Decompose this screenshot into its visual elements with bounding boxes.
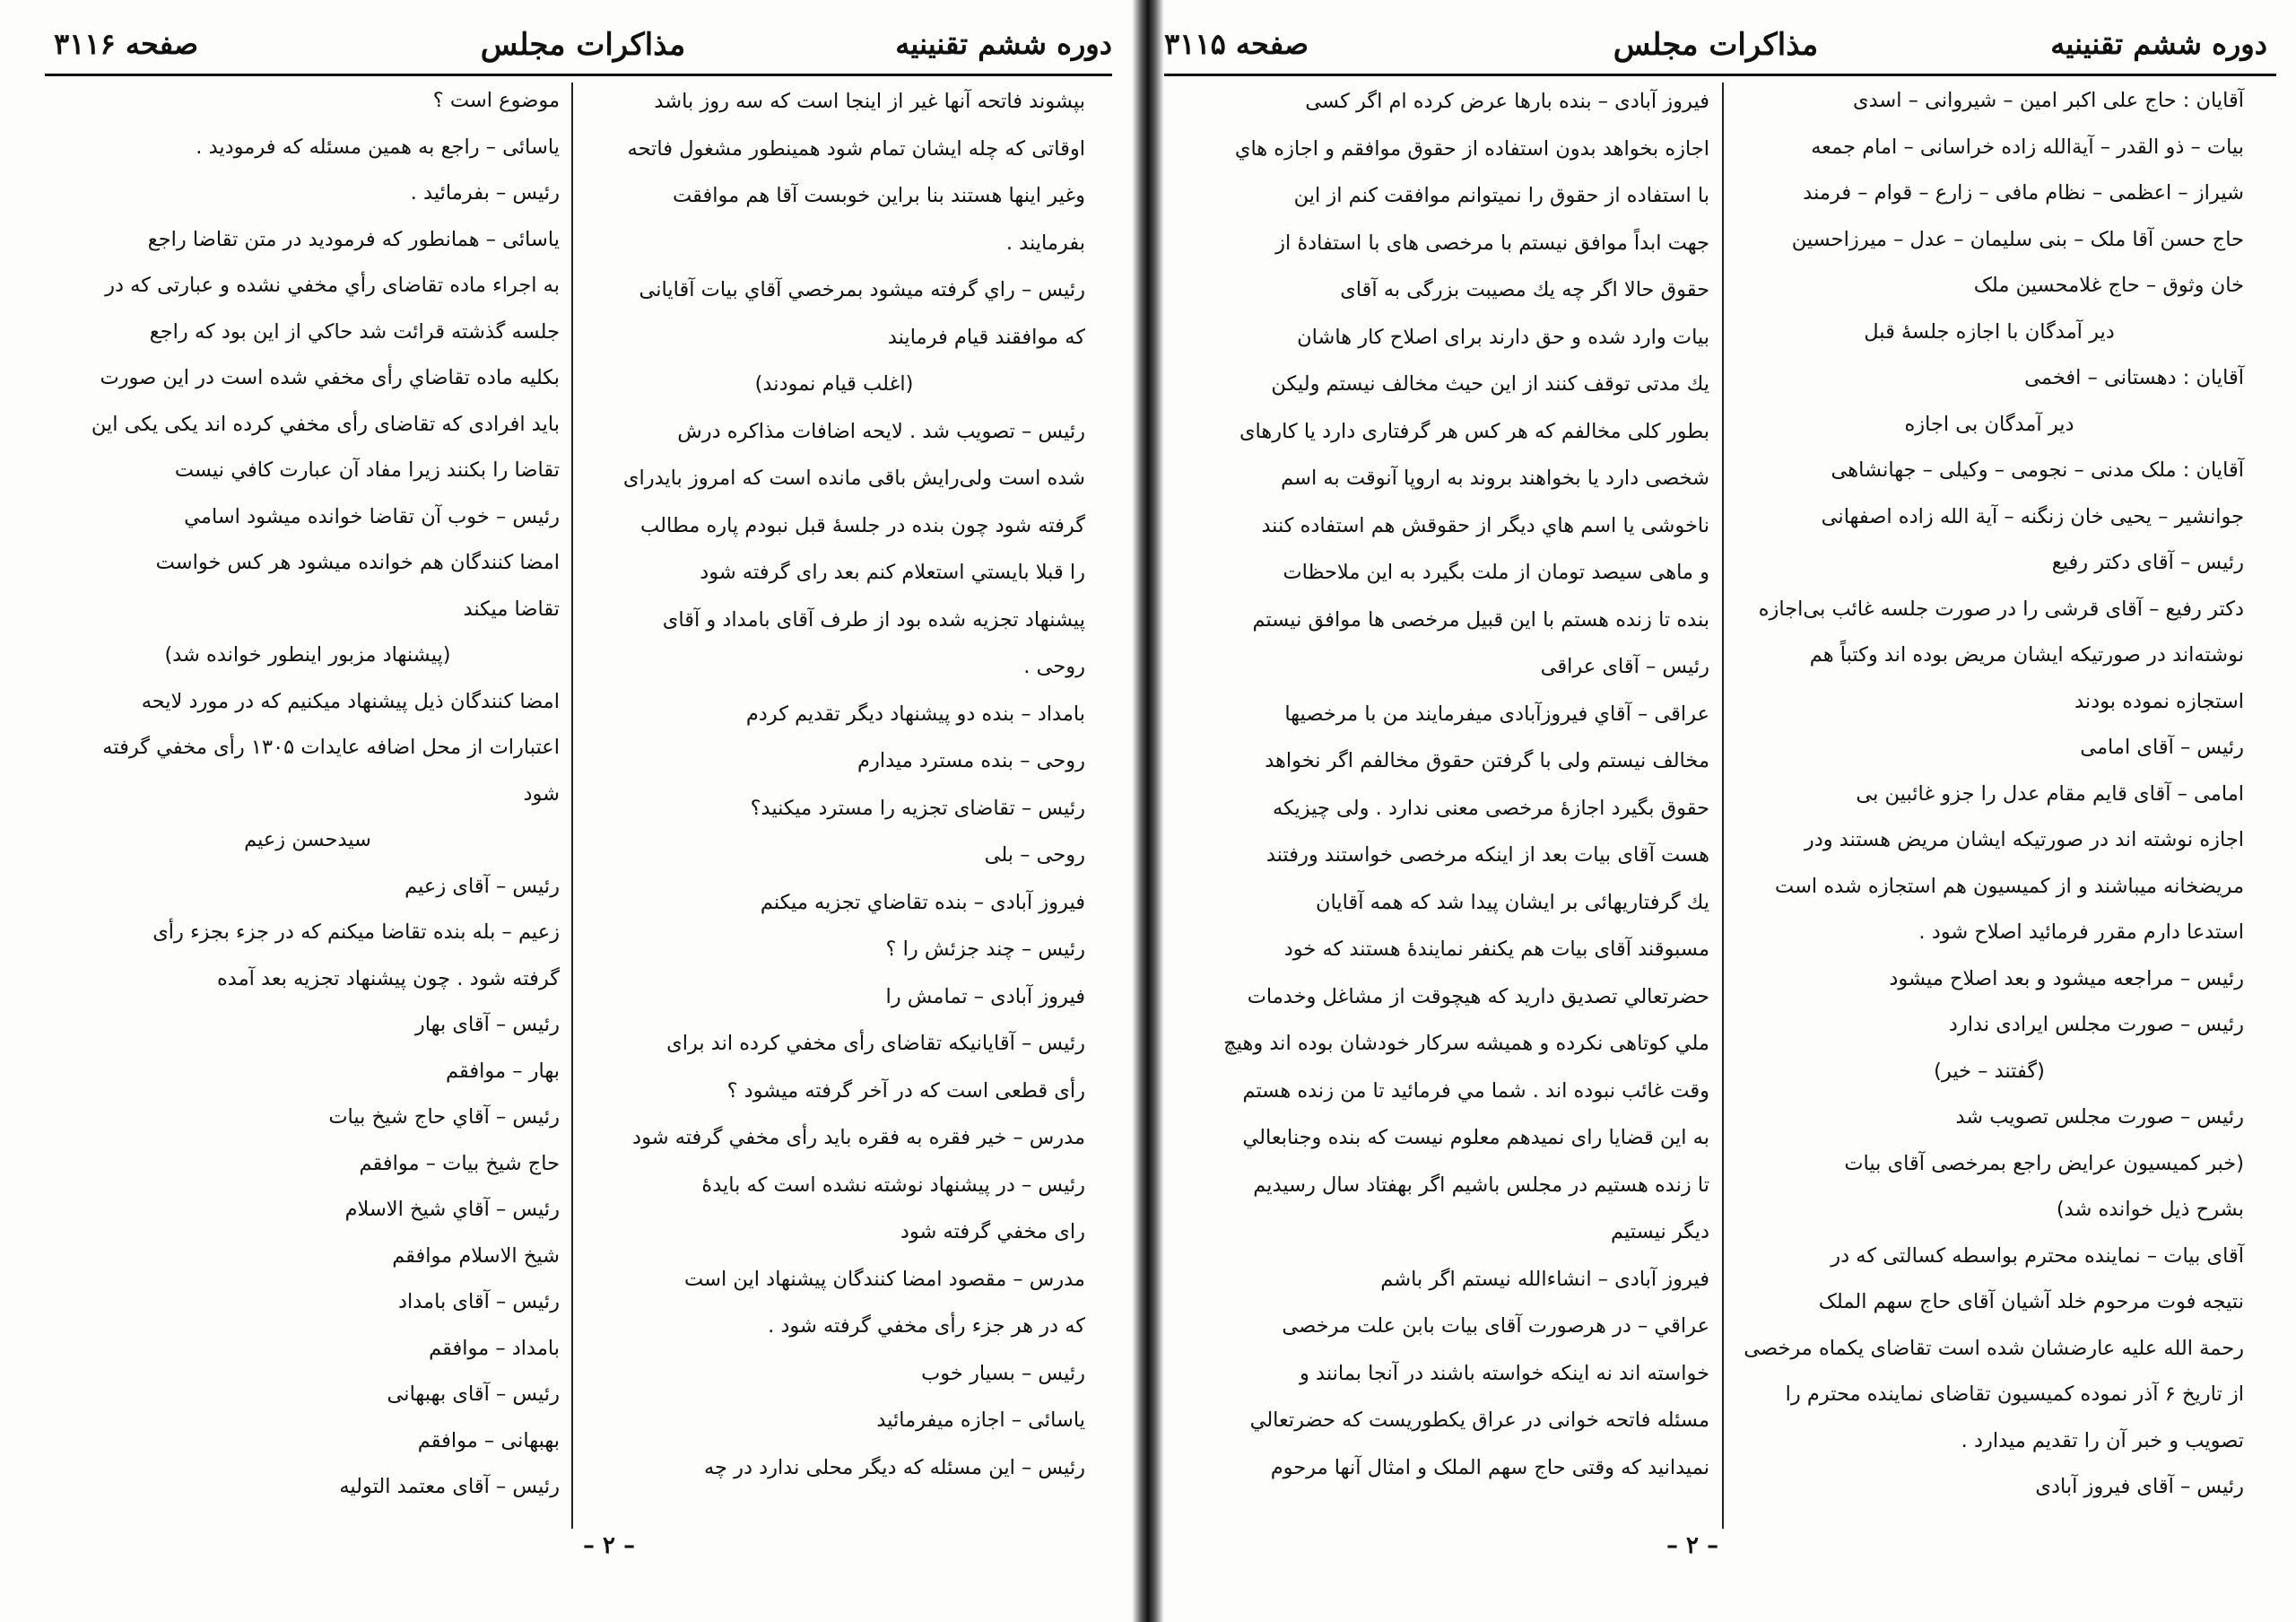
text-line: بفرمایند . [1005, 231, 1085, 255]
text-line: بپشوند فاتحه آنها غیر از اینجا است که سه روز باشد [654, 90, 1085, 113]
text-line: شخصی دارد یا بخواهند بروند به اروپا آنوقت به اسم [1281, 467, 1709, 490]
text-line: به این قضایا رای نمیدهم معلوم نیست که بنده وجنابعالي [1242, 1126, 1709, 1149]
book-gutter [1132, 0, 1164, 1622]
text-line: فیروز آبادی – تمامش را [885, 984, 1085, 1008]
text-line: دیر آمدگان با اجازه جلسهٔ قبل [1864, 319, 2115, 344]
text-line: رای مخفي گرفته شود [900, 1220, 1085, 1243]
left-header-page-number: صفحه ۳۱۱۶ [54, 27, 199, 61]
left-page [0, 0, 1132, 1622]
text-line: رئیس – آقای دکتر رفیع [2051, 551, 2244, 574]
text-line: فیروز آبادی – بنده بارها عرض کرده ام اگر کسی [1305, 90, 1709, 113]
text-line: بنده تا زنده هستم با این قبیل مرخصی ها موافق نیستم [1252, 607, 1709, 632]
text-line: (گفتند – خیر) [1934, 1059, 2045, 1083]
text-line: دیگر نیستیم [1611, 1220, 1709, 1243]
text-line: حضرتعالي تصدیق دارید که هیچوقت از مشاغل وخدمات [1247, 984, 1709, 1008]
text-line: (خبر کمیسیون عرایض راجع بمرخصی آقای بیات [1844, 1151, 2244, 1175]
text-line: استجازه نموده بودند [2074, 689, 2244, 713]
text-line: رئیس – در پیشنهاد نوشته نشده است که بایدهٔ [701, 1173, 1085, 1197]
left-page-column-right [583, 83, 1085, 1496]
text-line: رئیس – آقاي شیخ الاسلام [344, 1198, 560, 1221]
left-page-footer: – ۲ – [583, 1532, 636, 1559]
text-line: روحی – بلی [984, 843, 1085, 867]
text-line: رئیس – تقاضای تجزیه را مسترد میکنید؟ [750, 796, 1085, 820]
text-line: تا زنده هستیم در مجلس باشیم اگر بهفتاد سال رسیدیم [1253, 1173, 1709, 1197]
text-line: رئیس – آقای بامداد [397, 1290, 560, 1313]
text-line: باید افرادی که تقاضای رأی مخفي کرده اند یکی یکی این [91, 412, 560, 436]
text-line: رئیس – آقاي حاج شیخ بیات [328, 1105, 560, 1129]
text-line: رئیس – آقای بهار [414, 1013, 560, 1036]
text-line: استدعا دارم مقرر فرمائید اصلاح شود . [1918, 920, 2244, 944]
text-line: رئیس – بفرمائید . [410, 181, 560, 205]
text-line: رئیس – مراجعه میشود و بعد اصلاح میشود [1889, 966, 2244, 990]
text-line: حاج حسن آقا ملک – بنی سلیمان – عدل – میرزاحسین [1791, 227, 2244, 251]
text-line: آقای بیات – نماینده محترم بواسطه کسالتی که در [1831, 1243, 2244, 1268]
right-column-divider [1722, 83, 1724, 1529]
text-line: امضا کنندگان ذیل پیشنهاد میکنیم که در مورد لایحه [141, 689, 560, 713]
right-header-title: مذاكرات مجلس [1613, 27, 1819, 63]
text-line: شود [523, 781, 560, 806]
text-line: موضوع است ؟ [432, 89, 560, 112]
text-line: مخالف نیستم ولی با گرفتن حقوق مخالفم اگر نخواهد [1265, 749, 1709, 772]
text-line: تقاضا میکند [463, 597, 560, 621]
text-line: رئیس – راي گرفته میشود بمرخصي آقاي بیات آقایانی [639, 278, 1085, 301]
left-header-session: دوره ششم تقنينيه [895, 27, 1112, 61]
right-header-session: دوره ششم تقنینیه [2050, 27, 2267, 61]
text-line: یاسائی – اجازه میفرمائید [876, 1408, 1085, 1432]
text-line: وغیر اینها هستند بنا براین خوبست آقا هم موافقت [673, 184, 1085, 207]
text-line: مریضخانه میباشند و از کمیسیون هم استجازه شده است [1774, 874, 2244, 898]
text-line: با استفاده از حقوق را نمیتوانم موافقت کنم از این [1293, 184, 1709, 207]
text-line: شیخ الاسلام موافقم [392, 1243, 560, 1268]
text-line: دیر آمدگان بی اجازه [1904, 412, 2074, 436]
text-line: یاسائی – راجع به همین مسئله که فرمودید . [196, 135, 560, 159]
text-line: بیات – ذو القدر – آیة‌الله زاده خراسانی – امام جمعه [1811, 135, 2244, 159]
text-line: رأی قطعی است که در آخر گرفته میشود ؟ [726, 1078, 1085, 1103]
text-line: زعیم – بله بنده تقاضا میکنم که در جزء بجزء رأی [152, 920, 560, 944]
text-line: مسئله فاتحه خوانی در عراق یکطوریست که حضرتعالي [1249, 1408, 1709, 1432]
text-line: نمیدانید که وقتی حاج سهم الملک و امثال آنها مرحوم [1270, 1455, 1709, 1479]
text-line: بهار – موافقم [446, 1059, 560, 1083]
text-line: رئیس – آقایانیکه تقاضای رأی مخفي کرده اند برای [666, 1032, 1085, 1055]
text-line: را قبلا بایستي استعلام کنم بعد رای گرفته شود [700, 561, 1085, 584]
text-line: بیات وارد شده و حق دارند برای اصلاح کار هاشان [1297, 325, 1709, 349]
text-line: فیروز آبادی – بنده تقاضاي تجزیه میکنم [760, 890, 1085, 914]
text-line: هست آقای بیات بعد از اینکه مرخصی خواستند ورفتند [1265, 843, 1709, 867]
text-line: یك گرفتاریهائی بر ایشان پیدا شد که همه آقایان [1316, 890, 1709, 914]
text-line: که موافقند قیام فرمایند [887, 325, 1085, 349]
text-line: تصویب و خبر آن را تقدیم میدارد . [1961, 1428, 2244, 1452]
text-line: عراقي – در هرصورت آقای بیات بابن علت مرخصی [1282, 1314, 1709, 1338]
text-line: ناخوشی یا اسم هاي دیگر از حقوقش هم استفاده کنند [1261, 513, 1709, 537]
text-line: یاسائی – همانطور که فرمودید در متن تقاضا راجع [147, 227, 560, 251]
text-line: از تاریخ ۶ آذر نموده کمیسیون تقاضای نماینده محترم را [1785, 1382, 2244, 1406]
right-page-footer: – ۲ – [1666, 1532, 1719, 1559]
text-line: رئیس – آقای معتمد التولیه [339, 1475, 560, 1498]
text-line: جلسه گذشته قرائت شد حاکي از این بود که راجع [149, 319, 560, 344]
text-line: حقوق بگیرد اجازهٔ مرخصی معنی ندارد . ولی چیزیکه [1273, 796, 1709, 820]
text-line: عراقی – آقاي فیروزآبادی میفرمایند من با مرخصیها [1284, 702, 1709, 726]
text-line: ملي کوتاهی نکرده و همیشه سرکار خودشان بوده اند وهیچ [1223, 1032, 1709, 1055]
right-header-page-number: صفحه ۳۱۱۵ [1164, 27, 1309, 61]
right-page-column-left [1182, 83, 1709, 1496]
left-column-divider [571, 83, 573, 1529]
text-line: که در هر جزء رأی مخفي گرفته شود . [768, 1314, 1085, 1338]
text-line: رئیس – آقای زعیم [404, 874, 560, 898]
text-line: رئیس – چند جزئش را ؟ [885, 937, 1085, 961]
text-line: آقایان : حاج علی اکبر امین – شیروانی – اسدی [1853, 89, 2244, 112]
left-header-title: مذاكرات مجلس [480, 27, 686, 63]
text-line: روحی . [1023, 655, 1085, 678]
text-line: رحمة الله علیه عارضشان شده است تقاضای یکماه مرخصی [1744, 1336, 2244, 1360]
text-line: رئیس – تصویب شد . لایحه اضافات مذاکره درش [677, 419, 1085, 443]
text-line: بطور کلی مخالفم که هر کس هر گرفتاری دارد یا کارهای [1239, 419, 1709, 443]
text-line: آقایان : دهستانی – افخمی [2024, 366, 2244, 389]
text-line: رئیس – صورت مجلس تصویب شد [1955, 1105, 2244, 1129]
text-line: گرفته شود چون بنده در جلسهٔ قبل نبودم پاره مطالب [640, 513, 1085, 537]
text-line: (اغلب قیام نمودند) [754, 372, 914, 396]
text-line: جوانشیر – یحیی خان زنگنه – آیة الله زاده اصفهانی [1821, 504, 2244, 528]
text-line: روحی – بنده مسترد میدارم [857, 749, 1085, 772]
text-line: آقایان : ملک مدنی – نجومی – وکیلی – جهانشاهی [1831, 458, 2244, 482]
text-line: مسبوقند آقای بیات هم یکنفر نمایندهٔ هستند که خود [1283, 937, 1709, 961]
text-line: رئیس – صورت مجلس ایرادی ندارد [1948, 1013, 2244, 1036]
left-header-rule [45, 74, 1112, 76]
text-line: (پیشنهاد مزبور اینطور خوانده شد) [164, 643, 451, 667]
text-line: سیدحسن زعیم [244, 828, 371, 851]
text-line: رئیس – آقای عراقی [1540, 655, 1709, 678]
text-line: پیشنهاد تجزیه شده بود از طرف آقای بامداد و آقای [662, 607, 1085, 632]
text-line: یك مدتی توقف کنند از این حیث مخالف نیستم ولیکن [1271, 372, 1709, 396]
text-line: اجازه بخواهد بدون استفاده از حقوق موافقم و اجازه هاي [1234, 136, 1709, 161]
text-line: به اجراء ماده تقاضای رأي مخفي نشده و عبارتی که در [105, 274, 560, 297]
text-line: اعتبارات از محل اضافه عایدات ۱۳۰۵ رأی مخفي گرفته [102, 736, 560, 759]
text-line: گرفته شود . چون پیشنهاد تجزیه بعد آمده [216, 966, 560, 990]
text-line: نوشته‌اند در صورتیکه ایشان مریض بوده اند وکتباً هم [1809, 643, 2244, 667]
right-header-rule [1164, 74, 2276, 76]
text-line: حقوق حالا اگر چه یك مصیبت بزرگی به آقای [1340, 278, 1709, 301]
text-line: بهبهانی – موافقم [417, 1428, 560, 1452]
text-line: و ماهی سیصد تومان از ملت بگیرد به این ملاحظات [1283, 561, 1709, 584]
text-line: خان وثوق – حاج غلامحسین ملک [1973, 274, 2244, 297]
right-page-column-right [1735, 83, 2244, 1515]
text-line: مدرس – مقصود امضا کنندگان پیشنهاد این است [684, 1267, 1085, 1291]
text-line: دکتر رفیع – آقای قرشی را در صورت جلسه غائب بی‌اجازه [1758, 597, 2244, 621]
text-line: تقاضا را بکنند زیرا مفاد آن عبارت کافي نیست [174, 458, 560, 482]
text-line: شده است ولی‌رایش باقی مانده است که امروز بایدرای [622, 467, 1085, 490]
text-line: وقت غائب نبوده اند . شما مي فرمائید تا من زنده هستم [1242, 1078, 1709, 1103]
text-line: رئیس – آقای فیروز آبادی [2035, 1475, 2244, 1498]
text-line: بشرح ذیل خوانده شد) [2056, 1198, 2244, 1221]
right-page [1164, 0, 2296, 1622]
text-line: بامداد – موافقم [429, 1336, 560, 1360]
left-page-header [54, 27, 1112, 72]
text-line: رئیس – بسیار خوب [921, 1361, 1085, 1385]
text-line: خواسته اند نه اینکه خواسته باشند در آنجا بمانند و [1300, 1361, 1709, 1385]
text-line: رئیس – خوب آن تقاضا خوانده میشود اسامي [184, 504, 560, 528]
text-line: بامداد – بنده دو پیشنهاد دیگر تقدیم کردم [745, 702, 1085, 726]
left-page-column-left [56, 83, 560, 1515]
text-line: شیراز – اعظمی – نظام مافی – زارع – قوام – فرمند [1803, 181, 2244, 205]
text-line: حاج شیخ بیات – موافقم [359, 1151, 560, 1175]
text-line: فیروز آبادی – انشاءالله نیستم اگر باشم [1380, 1267, 1709, 1291]
text-line: رئیس – آقای بهبهانی [387, 1382, 560, 1406]
text-line: مدرس – خیر فقره به فقره باید رأی مخفي گرفته شود [632, 1126, 1085, 1149]
text-line: اوقاتی که چله ایشان تمام شود همینطور مشغول فاتحه [627, 136, 1085, 161]
text-line: رئیس – آقای امامی [2080, 736, 2244, 759]
text-line: جهت ابداً موافق نیستم با مرخصی های با استفادهٔ از [1275, 231, 1709, 255]
text-line: رئیس – این مسئله که دیگر محلی ندارد در چه [703, 1455, 1085, 1479]
text-line: امضا کنندگان هم خوانده میشود هر کس خواست [155, 551, 560, 574]
text-line: بکلیه ماده تقاضاي رأی مخفي شده است در این صورت [100, 366, 560, 389]
text-line: نتیجه فوت مرحوم خلد آشیان آقای حاج سهم الملک [1818, 1290, 2244, 1313]
text-line: اجازه نوشته اند در صورتیکه ایشان مریض هستند ودر [1804, 828, 2244, 851]
text-line: امامی – آقای قایم مقام عدل را جزو غائبین بی [1856, 781, 2244, 806]
right-page-header [1164, 27, 2267, 72]
